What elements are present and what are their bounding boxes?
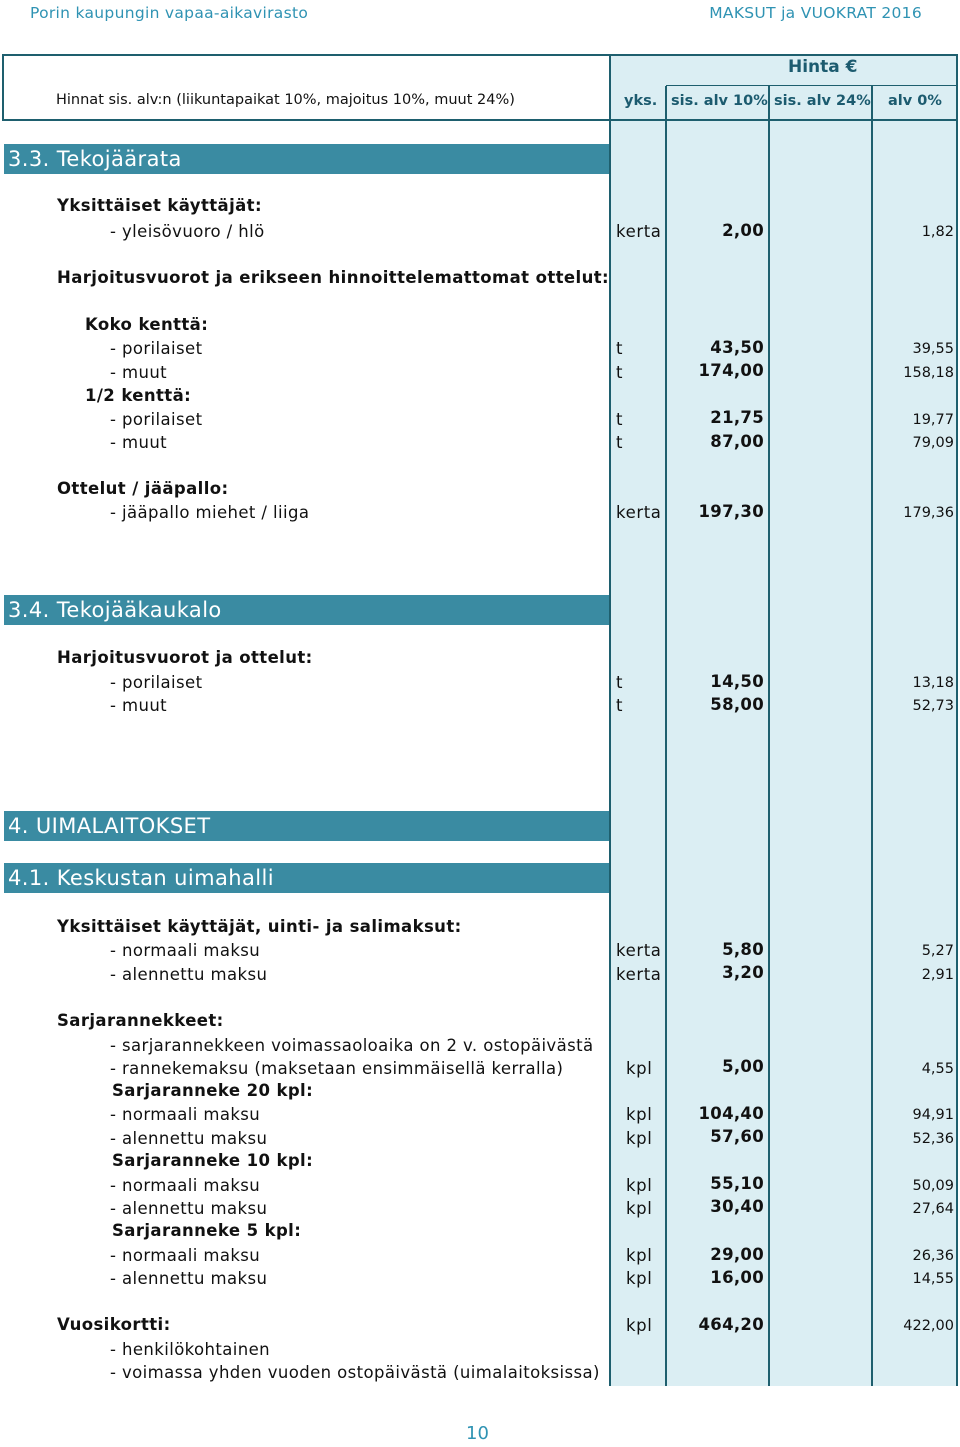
row-price-vat10: 55,10: [710, 1174, 764, 1193]
row-price-vat0: 179,36: [903, 505, 954, 521]
row-label: - porilaiset: [110, 410, 203, 429]
row-price-vat10: 29,00: [710, 1245, 764, 1264]
subgroup-label: Sarjaranneke 20 kpl:: [112, 1081, 314, 1100]
row-unit: t: [616, 339, 624, 358]
row-unit: kerta: [616, 222, 662, 241]
group-label: Harjoitusvuorot ja erikseen hinnoittelemattomat ottelut:: [57, 268, 609, 287]
row-price-vat10: 14,50: [710, 672, 764, 691]
subgroup-label: Koko kenttä:: [85, 315, 209, 334]
group-label: Vuosikortti:: [57, 1315, 171, 1334]
info-text: - henkilökohtainen: [110, 1340, 271, 1359]
document-header-left: Porin kaupungin vapaa-aikavirasto: [30, 4, 309, 22]
row-unit: t: [616, 696, 624, 715]
row-price-vat0: 2,91: [921, 967, 954, 983]
row-price-vat10: 3,20: [722, 963, 764, 982]
row-price-vat0: 4,55: [921, 1061, 954, 1077]
group-label: Ottelut / jääpallo:: [57, 479, 229, 498]
row-price-vat10: 5,80: [722, 940, 764, 959]
row-label: - jääpallo miehet / liiga: [110, 503, 310, 522]
row-price-vat10: 87,00: [710, 432, 764, 451]
table-header-bottom-border: [2, 119, 958, 121]
column-divider-unit: [609, 54, 611, 1386]
row-price-vat10: 57,60: [710, 1127, 764, 1146]
vat24-header: sis. alv 24%: [774, 93, 871, 109]
group-label: Yksittäiset käyttäjät:: [57, 196, 262, 215]
row-unit: kerta: [616, 503, 662, 522]
row-label: - muut: [110, 696, 168, 715]
row-label: - porilaiset: [110, 339, 203, 358]
row-price-vat0: 52,73: [912, 698, 954, 714]
row-label: - normaali maksu: [110, 1105, 261, 1124]
row-unit: kerta: [616, 941, 662, 960]
row-unit: kpl: [626, 1246, 653, 1265]
row-unit: kerta: [616, 965, 662, 984]
section-3-3-title: 3.3. Tekojäärata: [4, 144, 609, 174]
subgroup-label: Sarjaranneke 10 kpl:: [112, 1151, 314, 1170]
row-unit: kpl: [626, 1176, 653, 1195]
row-label: - alennettu maksu: [110, 1269, 268, 1288]
section-3-4-title: 3.4. Tekojääkaukalo: [4, 595, 609, 625]
row-price-vat0: 13,18: [912, 675, 954, 691]
table-top-border: [2, 54, 958, 56]
table-left-border: [2, 54, 4, 121]
row-price-vat0: 19,77: [912, 412, 954, 428]
row-label: - yleisövuoro / hlö: [110, 222, 265, 241]
row-unit: kpl: [626, 1059, 653, 1078]
group-label: Yksittäiset käyttäjät, uinti- ja salimaksut:: [57, 917, 462, 936]
subgroup-label: 1/2 kenttä:: [85, 386, 192, 405]
table-right-border: [956, 54, 958, 1386]
unit-header: yks.: [624, 93, 658, 109]
hinta-header: Hinta €: [788, 57, 858, 77]
row-price-vat10: 2,00: [722, 221, 764, 240]
row-unit: kpl: [626, 1105, 653, 1124]
row-unit: kpl: [626, 1269, 653, 1288]
page-number: 10: [466, 1423, 489, 1444]
row-price-vat10: 43,50: [710, 338, 764, 357]
vat-note: Hinnat sis. alv:n (liikuntapaikat 10%, majoitus 10%, muut 24%): [56, 92, 515, 108]
row-label: - normaali maksu: [110, 941, 261, 960]
row-price-vat10: 104,40: [698, 1104, 764, 1123]
group-label: Sarjarannekkeet:: [57, 1011, 224, 1030]
subgroup-label: Sarjaranneke 5 kpl:: [112, 1221, 302, 1240]
row-price-vat0: 158,18: [903, 365, 954, 381]
row-label: - alennettu maksu: [110, 1199, 268, 1218]
row-price-vat10: 58,00: [710, 695, 764, 714]
row-price-vat0: 1,82: [921, 224, 954, 240]
row-price-vat10: 16,00: [710, 1268, 764, 1287]
row-price-vat0: 79,09: [912, 435, 954, 451]
row-price-vat0: 94,91: [912, 1107, 954, 1123]
row-price-vat10: 21,75: [710, 408, 764, 427]
row-unit: kpl: [626, 1199, 653, 1218]
section-4-1-title: 4.1. Keskustan uimahalli: [4, 863, 609, 893]
section-4-title: 4. UIMALAITOKSET: [4, 811, 609, 841]
info-text: - sarjarannekkeen voimassaoloaika on 2 v. ostopäivästä: [110, 1036, 594, 1055]
hinta-divider: [666, 85, 958, 86]
row-unit: t: [616, 433, 624, 452]
row-unit: t: [616, 363, 624, 382]
vat0-header: alv 0%: [888, 93, 942, 109]
column-divider-p24: [768, 86, 770, 1386]
row-unit: kpl: [626, 1316, 653, 1335]
row-unit: kpl: [626, 1129, 653, 1148]
row-price-vat0: 39,55: [912, 341, 954, 357]
group-label: Harjoitusvuorot ja ottelut:: [57, 648, 313, 667]
row-price-vat10: 5,00: [722, 1057, 764, 1076]
row-price-vat0: 27,64: [912, 1201, 954, 1217]
row-price-vat10: 197,30: [698, 502, 764, 521]
row-label: - normaali maksu: [110, 1246, 261, 1265]
row-price-vat0: 422,00: [903, 1318, 954, 1334]
row-label: - porilaiset: [110, 673, 203, 692]
row-label: - normaali maksu: [110, 1176, 261, 1195]
row-price-vat0: 52,36: [912, 1131, 954, 1147]
row-label: - muut: [110, 433, 168, 452]
row-price-vat10: 174,00: [698, 361, 764, 380]
info-text: - voimassa yhden vuoden ostopäivästä (uimalaitoksissa): [110, 1363, 600, 1382]
row-unit: t: [616, 410, 624, 429]
row-label: - alennettu maksu: [110, 1129, 268, 1148]
row-price-vat0: 14,55: [912, 1271, 954, 1287]
row-price-vat0: 5,27: [921, 943, 954, 959]
row-price-vat0: 50,09: [912, 1178, 954, 1194]
row-price-vat10: 464,20: [698, 1315, 764, 1334]
vat10-header: sis. alv 10%: [671, 93, 768, 109]
row-price-vat10: 30,40: [710, 1197, 764, 1216]
row-price-vat0: 26,36: [912, 1248, 954, 1264]
row-label: - alennettu maksu: [110, 965, 268, 984]
document-header-right: MAKSUT ja VUOKRAT 2016: [709, 4, 922, 22]
row-unit: t: [616, 673, 624, 692]
row-label: - rannekemaksu (maksetaan ensimmäisellä kerralla): [110, 1059, 564, 1078]
row-label: - muut: [110, 363, 168, 382]
